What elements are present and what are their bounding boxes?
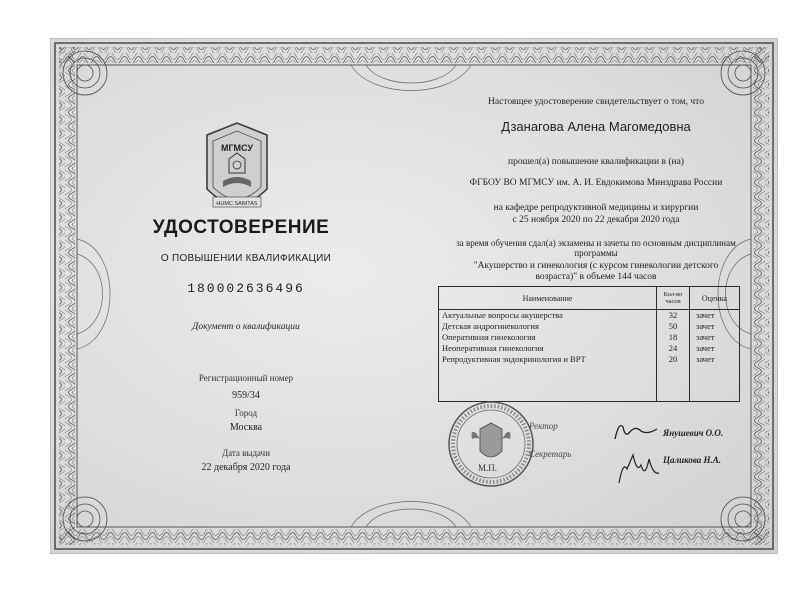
course-grade: зачет (690, 321, 740, 332)
emblem-text-bottom: HUMC SANITAS (216, 201, 258, 207)
secretary-label: Секретарь (529, 449, 572, 459)
issue-date-value: 22 декабря 2020 года (201, 462, 291, 473)
intro-text: Настоящее удостоверение свидетельствует о том, что (488, 97, 704, 107)
table-row (439, 343, 740, 354)
course-hours: 24 (657, 343, 690, 354)
secretary-name: Цаликова Н.А. (663, 455, 722, 465)
course-hours: 32 (657, 310, 690, 322)
course-name: Неоперативная гинекология (439, 343, 657, 354)
document-kind: Документ о квалификации (192, 322, 300, 332)
course-grade: зачет (690, 310, 740, 322)
issue-date-label: Дата выдачи (221, 448, 271, 458)
course-hours: 20 (657, 354, 690, 365)
emblem-text-top: МГМСУ (220, 143, 254, 153)
rector-signature (611, 417, 661, 445)
certificate-number: 180002636496 (187, 281, 305, 296)
reg-number-value: 959/34 (232, 390, 260, 401)
document-title: УДОСТОВЕРЕНИЕ (152, 217, 330, 238)
header-hours (657, 287, 690, 310)
city-value: Москва (229, 422, 263, 433)
holder-name: Дзанагова Алена Магомедовна (501, 119, 691, 134)
table-header-row (439, 287, 740, 310)
table-row (439, 310, 740, 322)
course-grade: зачет (690, 332, 740, 343)
course-hours: 50 (657, 321, 690, 332)
study-period: с 25 ноября 2020 по 22 декабря 2020 года (512, 215, 680, 225)
exams-text-line1: за время обучения сдал(а) экзамены и зачеты по основным дисциплинам (456, 238, 736, 248)
university-emblem (197, 119, 277, 229)
reg-number-label: Регистрационный номер (198, 373, 294, 383)
courses-table (438, 286, 740, 402)
city-label: Город (234, 408, 258, 418)
department-name: на кафедре репродуктивной медицины и хирургии (493, 203, 699, 213)
course-grade: зачет (690, 343, 740, 354)
exams-text-line2: программы (574, 248, 618, 258)
table-row (439, 354, 740, 365)
institution-name: ФГБОУ ВО МГМСУ им. А. И. Евдокимова Минздрава России (469, 178, 723, 188)
certificate-sheet (50, 38, 778, 554)
header-hours-line2: часов (665, 298, 681, 305)
document-subtitle: О ПОВЫШЕНИИ КВАЛИФИКАЦИИ (160, 253, 332, 264)
program-line1: "Акушерство и гинекология (с курсом гинекологии детского (473, 261, 719, 271)
secretary-signature (613, 449, 663, 489)
header-grade: Оценка (690, 287, 740, 310)
passed-text: прошел(а) повышение квалификации в (на) (508, 157, 684, 167)
table-empty-space (439, 365, 740, 402)
course-name: Оперативная гинекология (439, 332, 657, 343)
table-row (439, 321, 740, 332)
program-line2: возраста)" в объеме 144 часов (535, 272, 657, 282)
table-row (439, 332, 740, 343)
rector-name: Янушевич О.О. (663, 428, 724, 438)
course-grade: зачет (690, 354, 740, 365)
course-name: Детская андрогинекология (439, 321, 657, 332)
course-hours: 18 (657, 332, 690, 343)
header-hours-line1: Кол-во (663, 291, 683, 298)
course-name: Актуальные вопросы акушерства (439, 310, 657, 322)
header-name: Наименование (439, 287, 657, 310)
seal-letters: М.П. (478, 463, 498, 473)
rector-label: Ректор (529, 421, 558, 431)
official-seal (446, 399, 536, 489)
course-name: Репродуктивная эндокринология и ВРТ (439, 354, 657, 365)
